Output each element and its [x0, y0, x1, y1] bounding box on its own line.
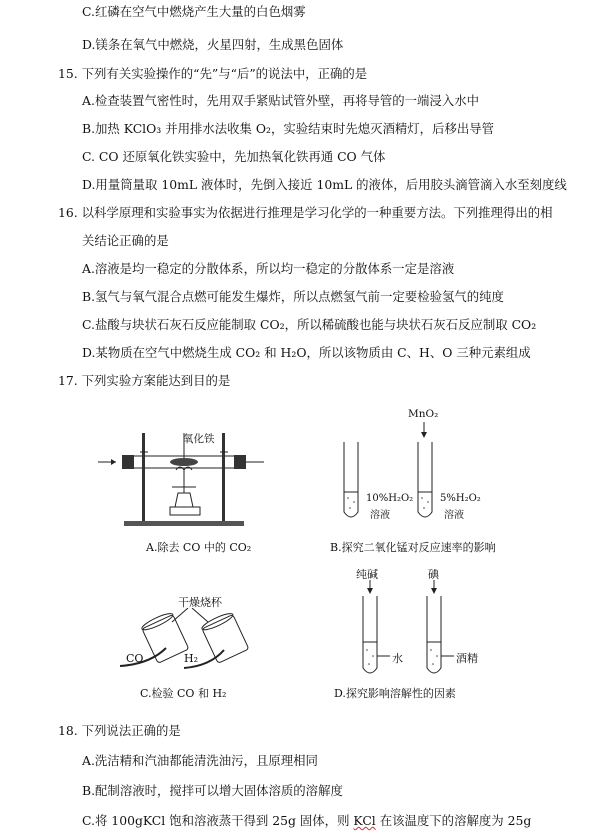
figure-c-co-label: CO: [126, 652, 144, 665]
question-16: 16. 以科学原理和实验事实为依据进行推理是学习化学的一种重要方法。下列推理得出的相: [58, 205, 553, 220]
q16-option-b: B.氢气与氧气混合点燃可能发生爆炸，所以点燃氢气前一定要检验氢气的纯度: [82, 289, 504, 304]
q15-option-d: D.用量筒量取 10mL 液体时，先倒入接近 10mL 的液体，后用胶头滴管滴入水至刻度线: [82, 177, 567, 192]
figure-b-tubes: [330, 420, 500, 530]
figure-b-right-label: 5%H₂O₂: [440, 493, 481, 504]
figure-b-left-label: 10%H₂O₂: [366, 493, 414, 504]
question-15: 15. 下列有关实验操作的“先”与“后”的说法中，正确的是: [58, 66, 368, 81]
figure-b-mno2: MnO₂: [408, 408, 439, 420]
q16-option-a: A.溶液是均一稳定的分散体系，所以均一稳定的分散体系一定是溶液: [82, 261, 455, 276]
figure-d-left-top: 纯碱: [356, 568, 378, 581]
q16-option-c: C.盐酸与块状石灰石反应能制取 CO₂，所以稀硫酸也能与块状石灰石反应制取 CO₂: [82, 317, 537, 332]
figure-c-h2-label: H₂: [184, 652, 199, 665]
figure-c-title: 干燥烧杯: [178, 596, 222, 609]
question-16-cont: 关结论正确的是: [82, 233, 169, 248]
figure-d-tubes: [350, 580, 470, 680]
q18-option-c: [82, 813, 531, 829]
figure-c-caption: C.检验 CO 和 H₂: [140, 687, 227, 700]
question-17: 17. 下列实验方案能达到目的是: [58, 373, 231, 388]
figure-a-caption: A.除去 CO 中的 CO₂: [146, 541, 252, 554]
figure-c-beakers: [110, 608, 260, 678]
figure-a-label: 氧化铁: [183, 433, 215, 445]
figure-b-left-label2: 溶液: [370, 510, 390, 521]
q15-option-b: B.加热 KClO₃ 并用排水法收集 O₂，实验结束时先熄灭酒精灯，后移出导管: [82, 121, 495, 136]
q15-option-a: A.检查装置气密性时，先用双手紧贴试管外壁，再将导管的一端浸入水中: [82, 93, 479, 108]
q16-option-d: D.某物质在空气中燃烧生成 CO₂ 和 H₂O，所以该物质由 C、H、O 三种元素组成: [82, 345, 531, 360]
figure-d-right-top: 碘: [428, 568, 439, 581]
q18-option-a: A.洗洁精和汽油都能清洗油污，且原理相同: [82, 753, 318, 768]
figure-b-caption: B.探究二氧化锰对反应速率的影响: [330, 541, 496, 554]
option-c-prev: C.红磷在空气中燃烧产生大量的白色烟雾: [82, 4, 306, 19]
q18-option-b: B.配制溶液时，搅拌可以增大固体溶质的溶解度: [82, 783, 343, 798]
figure-d-caption: D.探究影响溶解性的因素: [334, 687, 456, 700]
q15-option-c: C. CO 还原氧化铁实验中，先加热氧化铁再通 CO 气体: [82, 149, 386, 164]
q18-option-c-text: C.将 100gKCl 饱和溶液蒸干得到 25g 固体，则: [82, 813, 354, 828]
figure-d-alcohol: 酒精: [456, 652, 478, 665]
figure-b-right-label2: 溶液: [444, 510, 464, 521]
option-d-prev: D.镁条在氧气中燃烧，火星四射，生成黑色固体: [82, 37, 344, 52]
q18-option-c-tail: 在该温度下的溶解度为 25g: [375, 813, 532, 828]
figure-d-water: 水: [392, 652, 403, 665]
kcl-underlined: KCl: [353, 813, 376, 828]
question-18: 18. 下列说法正确的是: [58, 723, 181, 738]
